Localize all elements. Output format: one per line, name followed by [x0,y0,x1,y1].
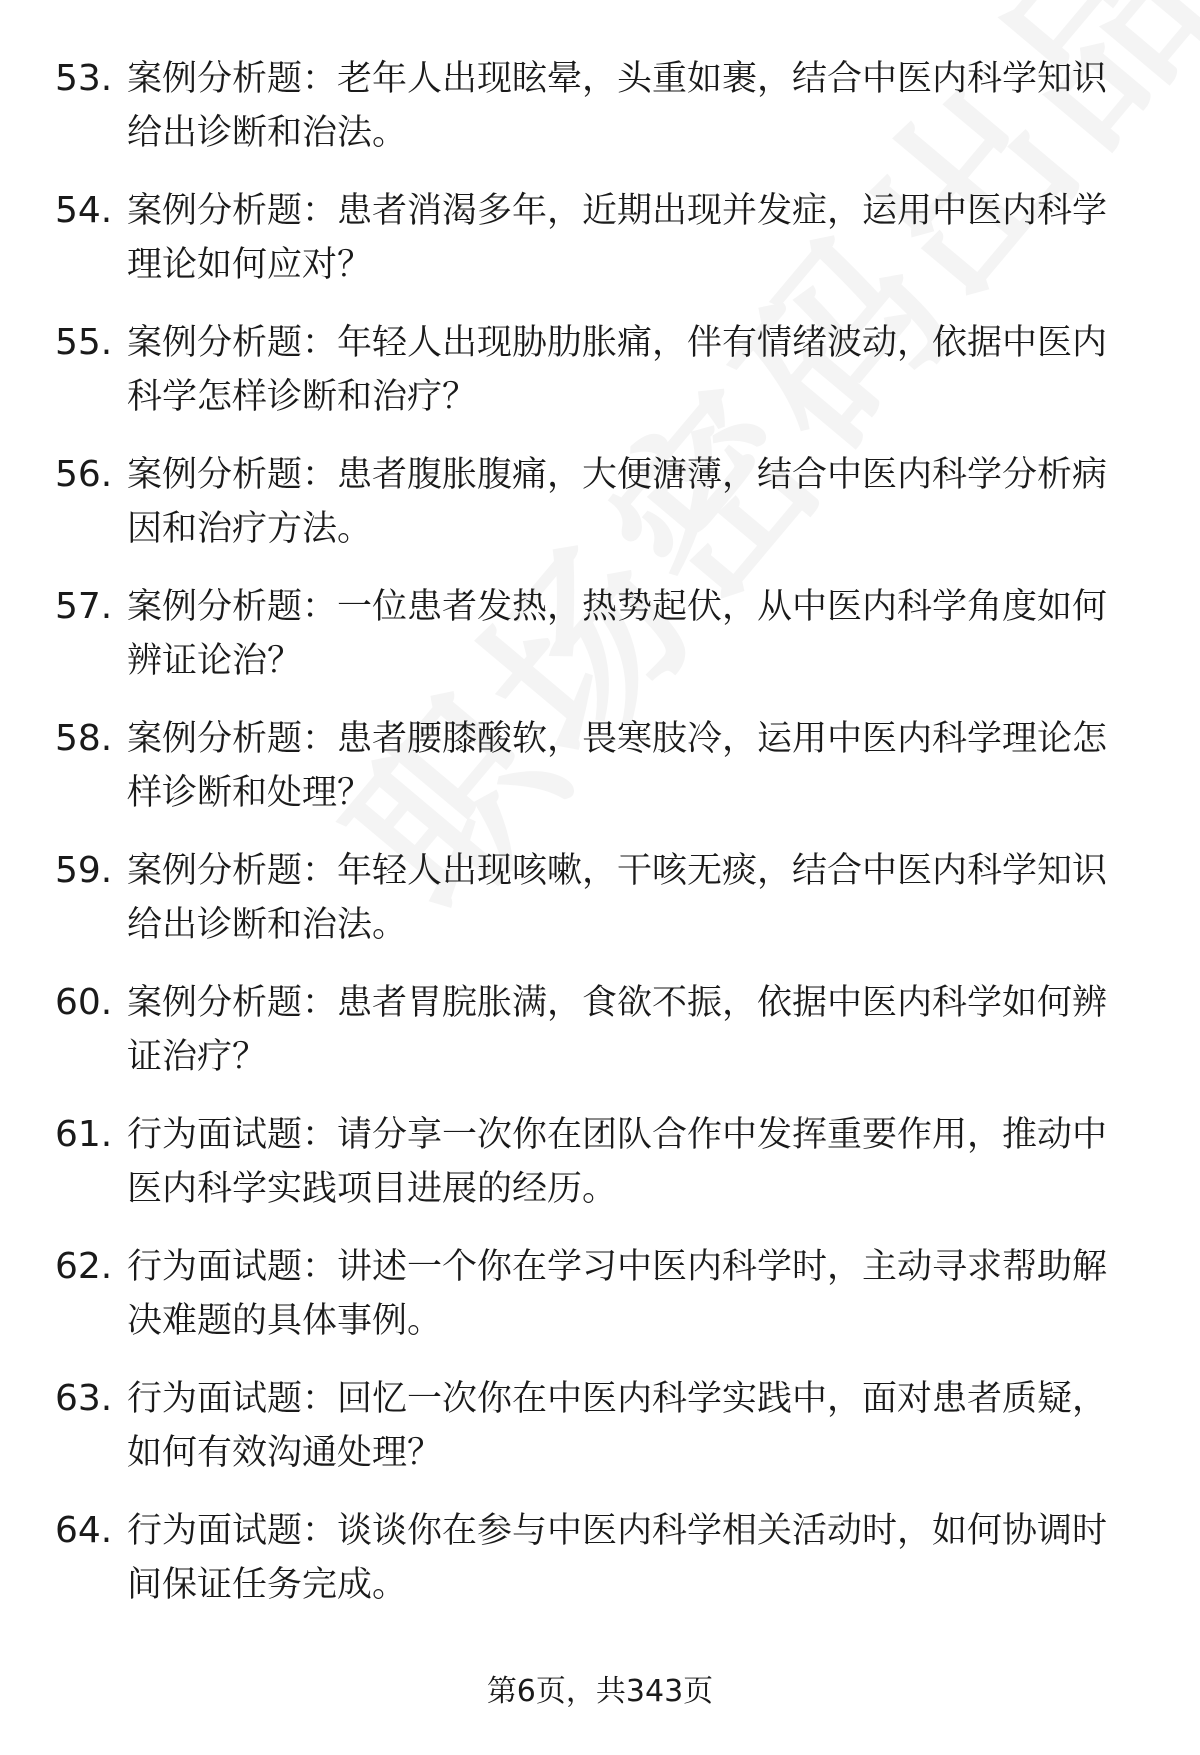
question-number: 60. [55,982,113,1023]
question-text: 案例分析题：年轻人出现咳嗽，干咳无痰，结合中医内科学知识给出诊断和治法。 [127,851,1108,945]
question-text: 案例分析题：年轻人出现胁肋胀痛，伴有情绪波动，依据中医内科学怎样诊断和治疗？ [127,323,1108,417]
question-list [0,52,1200,1636]
question-text: 行为面试题：讲述一个你在学习中医内科学时，主动寻求帮助解决难题的具体事例。 [127,1247,1108,1341]
question-item [0,580,1200,712]
question-number: 62. [55,1246,113,1287]
question-text: 行为面试题：回忆一次你在中医内科学实践中，面对患者质疑，如何有效沟通处理？ [127,1379,1108,1473]
question-item [0,448,1200,580]
question-text: 行为面试题：请分享一次你在团队合作中发挥重要作用，推动中医内科学实践项目进展的经历。 [127,1115,1108,1209]
question-item [0,1108,1200,1240]
question-number: 63. [55,1378,113,1419]
question-text: 行为面试题：谈谈你在参与中医内科学相关活动时，如何协调时间保证任务完成。 [127,1511,1108,1605]
question-item [0,1504,1200,1636]
question-item [0,1372,1200,1504]
question-number: 61. [55,1114,113,1155]
question-number: 55. [55,322,113,363]
question-text: 案例分析题：老年人出现眩晕，头重如裹，结合中医内科学知识给出诊断和治法。 [127,59,1108,153]
question-item [0,184,1200,316]
question-item [0,844,1200,976]
page-footer: 第6页，共343页 [486,1674,714,1709]
question-number: 64. [55,1510,113,1551]
question-number: 57. [55,586,113,627]
question-text: 案例分析题：患者腹胀腹痛，大便溏薄，结合中医内科学分析病因和治疗方法。 [127,455,1108,549]
question-text: 案例分析题：患者腰膝酸软，畏寒肢冷，运用中医内科学理论怎样诊断和处理？ [127,719,1108,813]
question-number: 59. [55,850,113,891]
question-item [0,1240,1200,1372]
question-number: 53. [55,58,113,99]
question-item [0,712,1200,844]
question-number: 58. [55,718,113,759]
question-item [0,316,1200,448]
question-text: 案例分析题：一位患者发热，热势起伏，从中医内科学角度如何辨证论治？ [127,587,1108,681]
question-number: 56. [55,454,113,495]
question-item [0,976,1200,1108]
question-number: 54. [55,190,113,231]
question-text: 案例分析题：患者消渴多年，近期出现并发症，运用中医内科学理论如何应对？ [127,191,1108,285]
question-text: 案例分析题：患者胃脘胀满，食欲不振，依据中医内科学如何辨证治疗？ [127,983,1108,1077]
question-item [0,52,1200,184]
